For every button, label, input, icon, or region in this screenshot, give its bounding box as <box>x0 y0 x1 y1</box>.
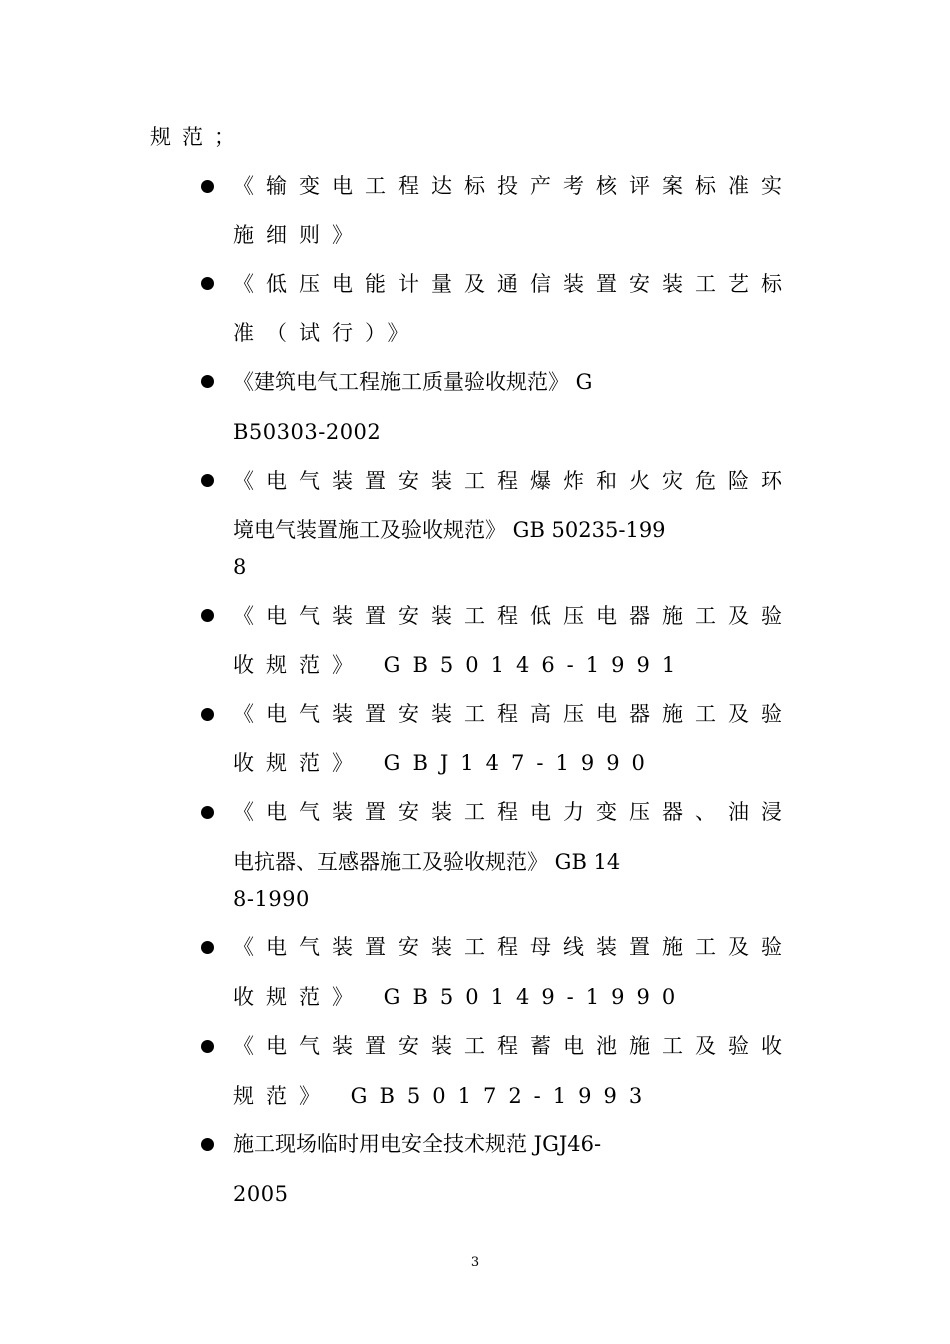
bullet-dot-icon <box>201 941 214 954</box>
item-line: 电抗器、互感器施工及验收规范》 GB 14 <box>233 850 621 874</box>
intro-text: 规范； <box>150 125 246 149</box>
bullet-dot-icon <box>201 180 214 193</box>
item-line: B50303-2002 <box>233 420 382 444</box>
item-line-cjk: 境电气装置施工及验收规范》 GB 50235-199 <box>233 518 666 542</box>
item-line: 2005 <box>233 1182 289 1206</box>
bullet-dot-icon <box>201 1138 214 1151</box>
item-line: 规范》 GB50172-1993 <box>233 1084 655 1108</box>
item-line: 施工现场临时用电安全技术规范 JGJ46- <box>233 1132 602 1156</box>
item-line: 《低压电能计量及通信装置安装工艺标 <box>233 272 794 296</box>
item-line: 8-1990 <box>233 887 310 911</box>
item-line: 收规范》 GBJ147-1990 <box>233 751 657 775</box>
bullet-dot-icon <box>201 1040 214 1053</box>
item-line: 《电气装置安装工程低压电器施工及验 <box>233 604 794 628</box>
item-line: 《电气装置安装工程电力变压器、油浸 <box>233 800 794 824</box>
item-line: 《电气装置安装工程母线装置施工及验 <box>233 935 794 959</box>
bullet-dot-icon <box>201 806 214 819</box>
item-line: 《输变电工程达标投产考核评案标准实 <box>233 174 794 198</box>
item-line: 《电气装置安装工程蓄电池施工及验收 <box>233 1034 794 1058</box>
item-line: 施细则》 <box>233 223 365 247</box>
bullet-dot-icon <box>201 277 214 290</box>
item-line: 《建筑电气工程施工质量验收规范》 G <box>233 370 593 394</box>
item-line: 《电气装置安装工程高压电器施工及验 <box>233 702 794 726</box>
bullet-dot-icon <box>201 609 214 622</box>
item-line: 收规范》 GB50149-1990 <box>233 985 688 1009</box>
item-line-text: 收规范》 GB50146-1991 <box>233 653 688 677</box>
item-line <box>233 650 687 680</box>
bullet-dot-icon <box>201 474 214 487</box>
page-number: 3 <box>470 1255 480 1270</box>
item-line <box>233 515 666 545</box>
bullet-dot-icon <box>201 708 214 721</box>
item-line: 准（试行）》 <box>233 321 421 345</box>
bullet-dot-icon <box>201 375 214 388</box>
item-line: 8 <box>233 555 247 579</box>
item-line: 《电气装置安装工程爆炸和火灾危险环 <box>233 469 794 493</box>
